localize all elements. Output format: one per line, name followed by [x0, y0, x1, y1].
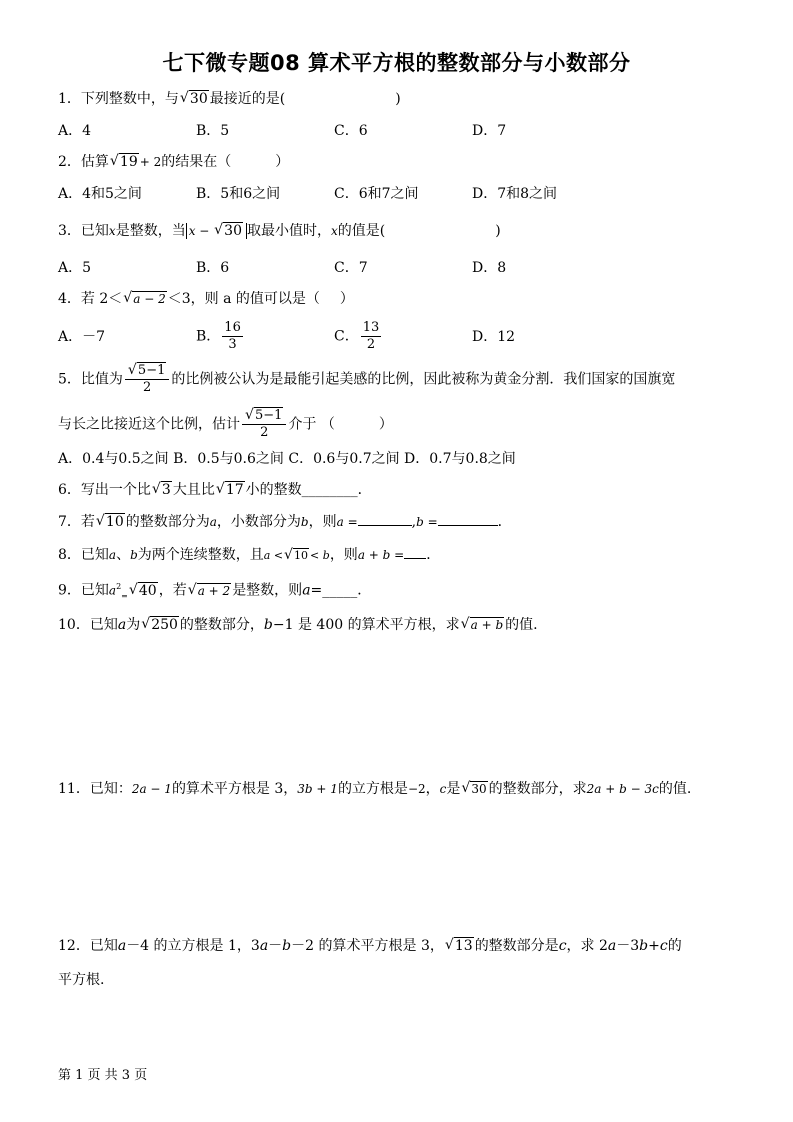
question-5: 5．比值为 √ $\frac{5-1}{2}$ 的比例被公认为是最能引起美感的比例，因此被称为黄金分割．我们国家的国旗宽 — [58, 363, 675, 396]
q4-option-b: B． $\frac{16}{3}$ — [196, 320, 241, 352]
q2-option-a: A．4和5之间 — [58, 186, 142, 202]
q1-option-d: D．7 — [472, 123, 507, 139]
q2-option-b: B．5和6之间 — [196, 186, 281, 202]
q2-option-d: D．7和8之间 — [472, 186, 558, 202]
question-12: 12．已知a－4 的立方根是 1，3a－b－2 的算术平方根是 3，√ 13 的整数部分是c，求 2a－3b+c的 — [58, 936, 682, 956]
q5-options: A．0.4与0.5之间 B．0.5与0.6之间 C．0.6与0.7之间 D．0.7与0.8之间 — [58, 451, 516, 467]
question-11: 11．已知：2a − 1的算术平方根是 3，3b + 1的立方根是−2，c是√ 30 的整数部分，求2a + b − 3c的值. — [58, 779, 691, 799]
question-5-line-2: 与长之比接近这个比例，估计 √ $\frac{5-1}{2}$ 介于 （ ） — [58, 408, 393, 441]
q3-option-a: A．5 — [58, 260, 92, 276]
question-4: 4．若 2＜√ a − 2 ＜3，则 a 的值可以是（ ） — [58, 289, 354, 309]
page-footer: 第 1 页 共 3 页 — [58, 1068, 148, 1083]
q3-option-c: C．7 — [334, 260, 368, 276]
q1-option-a: A．4 — [58, 123, 92, 139]
q2-option-c: C．6和7之间 — [334, 186, 419, 202]
question-1: 1．下列整数中，与√ 30 最接近的是( ) — [58, 89, 401, 109]
question-3: 3．已知x是整数，当 x − √ 30 取最小值时，x的值是( ) — [58, 221, 501, 241]
sqrt: √ 19 — [110, 152, 139, 172]
q3-option-b: B．6 — [196, 260, 230, 276]
page-title: 七下微专题08 算术平方根的整数部分与小数部分 — [162, 51, 631, 75]
q4-option-c: C． $\frac{13}{2}$ — [334, 320, 380, 352]
question-6: 6．写出一个比√ 3 大且比√ 17 小的整数________． — [58, 480, 372, 500]
q3-option-d: D．8 — [472, 260, 507, 276]
q1-option-c: C．6 — [334, 123, 368, 139]
q4-option-d: D．12 — [472, 329, 516, 345]
question-7: 7．若√ 10 的整数部分为a，小数部分为b，则a = ,b = ． — [58, 512, 512, 532]
absolute-value: x − √ 30 — [186, 223, 247, 239]
question-2: 2．估算√ 19 + 2的结果在（ ） — [58, 152, 289, 172]
question-9: 9．已知$a^2_=√$ 40 ，若√ a + 2 是整数，则a=_____． — [58, 577, 371, 606]
question-12-line-2: 平方根. — [58, 972, 105, 988]
question-10: 10．已知a为√ 250 的整数部分，b−1 是 400 的算术平方根，求√ a + b 的值. — [58, 615, 538, 635]
q4-option-a: A．－7 — [58, 329, 106, 345]
question-8: 8．已知a、b为两个连续整数，且a <√ 10 < b，则a + b = ． — [58, 545, 440, 566]
q1-option-b: B．5 — [196, 123, 230, 139]
sqrt: √ 30 — [180, 89, 209, 109]
sqrt: √ a − 2 — [123, 289, 166, 309]
